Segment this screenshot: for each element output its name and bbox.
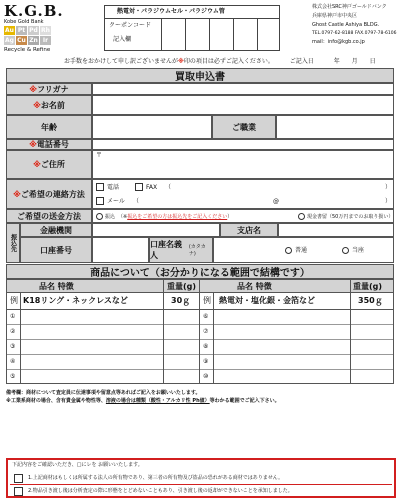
bank-name-label: 金融機関 <box>20 223 92 237</box>
at-mark: @ <box>273 198 279 205</box>
name-input[interactable] <box>92 95 394 115</box>
col-weight-right: 重量(g) <box>353 281 383 291</box>
example-right-name: 熱電対・塩化銀・金箔など <box>219 296 315 305</box>
item-number-5: ⑤ <box>10 373 16 380</box>
coupon-label: クーポンコード <box>109 22 152 29</box>
cash-registered-radio[interactable] <box>298 213 305 220</box>
coupon-box <box>104 5 280 51</box>
postal-mark: 〒 <box>96 152 103 159</box>
logo <box>4 2 66 60</box>
contact-fax-label: FAX <box>146 184 158 191</box>
bank-name-input[interactable] <box>92 223 220 237</box>
example-row <box>7 293 393 309</box>
ordinary-label: 普通 <box>295 247 308 254</box>
age-input[interactable] <box>92 115 212 139</box>
example-left-weight: 30ｇ <box>171 296 191 305</box>
confirmation-lead: 下記内容をご確認いただき、□にレを お願いいたします。 <box>12 462 143 468</box>
items-table <box>6 264 394 384</box>
phone-label: ※ 電話番号 <box>6 139 92 150</box>
remarks-note: 備考欄：商材について査定員に伝達事項や留意点等あればご記入をお願いいたします。 <box>6 390 201 396</box>
furigana-label: ※ フリガナ <box>6 83 92 95</box>
example-left-name: K18リング・ネックレスなど <box>23 296 128 305</box>
items-section-title: 商品について（お分かりになる範囲で結構です） <box>6 264 394 279</box>
occupation-input[interactable] <box>276 115 394 139</box>
example-mark-left: 例 <box>10 296 18 305</box>
item-number-3: ③ <box>10 343 16 350</box>
branch-input[interactable] <box>278 223 394 237</box>
confirmation-box <box>6 458 396 498</box>
contact-method-label: ※ ご希望の連絡方法 <box>6 179 92 209</box>
col-weight-left: 重量(g) <box>167 281 197 291</box>
logo-cell-cu: Cu <box>17 37 26 44</box>
item-number-1: ① <box>10 313 16 320</box>
note-label: 記入欄 <box>113 36 132 43</box>
ordinary-radio[interactable] <box>285 247 292 254</box>
remittance-area <box>92 209 394 223</box>
transfer-label: 振込 <box>105 214 116 220</box>
confirm-item-1: 1.上記商材はもしくは所属する法人の所有物であり、第三者の所有物及び盗品の恐れがある商材ではありません。 <box>28 475 284 481</box>
confirm-item-2: 2.物品引き渡し後は分析査定の際に形態をとどめないこともあり、引き渡し後の返却ができないことを承知しました。 <box>28 488 293 494</box>
company-mail: mail：info@kgb.co.jp <box>312 39 365 46</box>
application-form <box>6 68 394 262</box>
logo-cell-au: Au <box>5 27 14 34</box>
remarks-area[interactable] <box>6 406 394 454</box>
logo-cell-ag: Ag <box>5 37 14 44</box>
address-label: ※ ご住所 <box>6 150 92 179</box>
item-number-7: ⑦ <box>203 328 209 335</box>
logo-text: K.G.B. <box>4 2 64 20</box>
logo-cell-ir: Ir <box>40 36 51 45</box>
coupon-code-field[interactable] <box>161 18 281 51</box>
contact-method-area: 電話 FAX （ ） メール （ @ ） <box>92 179 394 209</box>
item-name-input-1[interactable] <box>21 310 163 324</box>
transfer-note: （※振込をご希望の方は振込先をご記入ください） <box>118 214 233 220</box>
item-name-input-6[interactable] <box>214 310 350 324</box>
confirm-checkbox-2[interactable] <box>14 487 23 496</box>
occupation-label: ご職業 <box>212 115 276 139</box>
logo-cell-pt: Pt <box>17 27 26 34</box>
logo-cell-zn: Zn <box>29 37 38 44</box>
contact-phone-checkbox[interactable] <box>96 183 104 191</box>
phone-input[interactable] <box>92 139 394 150</box>
contact-fax-checkbox[interactable] <box>135 183 143 191</box>
company-name: 株式会社SRC神戸ゴールドバンク <box>312 4 387 10</box>
branch-label: 支店名 <box>220 223 278 237</box>
form-title: 買取申込書 <box>6 68 394 83</box>
company-info <box>312 4 398 45</box>
col-name-right: 品名 特徴 <box>237 281 272 291</box>
item-number-4: ④ <box>10 358 16 365</box>
cash-registered-note: （50万円までのお取り扱い） <box>327 214 394 220</box>
item-number-6: ⑥ <box>203 313 209 320</box>
current-radio[interactable] <box>342 247 349 254</box>
company-address1: 兵庫県神戸市中央区 <box>312 13 358 19</box>
item-weight-input-6[interactable] <box>351 310 393 324</box>
account-number-input[interactable] <box>92 237 149 263</box>
item-number-2: ② <box>10 328 16 335</box>
example-mark-right: 例 <box>203 296 211 305</box>
product-label: 熱電対・パラジウムセル・パラジウム管 <box>117 8 225 15</box>
item-number-9: ⑨ <box>203 358 209 365</box>
example-right-weight: 350ｇ <box>358 296 383 305</box>
confirm-checkbox-1[interactable] <box>14 474 23 483</box>
logo-element-grid <box>4 26 66 45</box>
company-tel: TEL.0797-62-8188 FAX.0797-78-6106 <box>312 31 397 36</box>
items-header-row <box>7 279 393 293</box>
item-weight-input-1[interactable] <box>164 310 199 324</box>
contact-mail-label: メール <box>107 198 125 205</box>
transfer-radio[interactable] <box>96 213 103 220</box>
account-holder-label: 口座名義人 (カタカナ) <box>149 237 213 263</box>
industrial-note: ※工業系商材の場合、含有貴金属や物性等、溶液の場合は種類（酸性・アルカリ性 Ph値）等わかる範囲でご記入下さい。 <box>6 398 280 404</box>
current-label: 当座 <box>352 247 365 254</box>
item-number-10: ⑩ <box>203 373 209 380</box>
contact-phone-label: 電話 <box>107 184 120 191</box>
age-label: 年齢 <box>6 115 92 139</box>
cash-registered-label: 現金書留 <box>307 214 328 220</box>
logo-cell-pd: Pd <box>29 27 38 34</box>
company-address2: Ghost Castle Ashiya BLDG. <box>312 22 380 28</box>
account-number-label: 口座番号 <box>20 237 92 263</box>
contact-mail-checkbox[interactable] <box>96 197 104 205</box>
bank-side-label: 振込先 <box>6 223 20 263</box>
intro-notice: お手数をおかけして申し訳ございませんが※印の項目は必ずご記入ください。 ご記入日 年 月 日 <box>64 58 376 65</box>
item-number-8: ⑧ <box>203 343 209 350</box>
logo-cell-rh: Rh <box>41 27 50 34</box>
name-label: ※ お名前 <box>6 95 92 115</box>
date-label: ご記入日 <box>289 58 314 65</box>
account-holder-input[interactable] <box>213 237 394 263</box>
remittance-label: ご希望の送金方法 <box>6 209 92 223</box>
furigana-input[interactable] <box>92 83 394 95</box>
address-input[interactable] <box>92 150 394 179</box>
logo-tagline: Recycle & Refine <box>4 47 51 53</box>
col-name-left: 品名 特徴 <box>39 281 74 291</box>
logo-sub: Kobe Gold Bank <box>4 19 44 25</box>
